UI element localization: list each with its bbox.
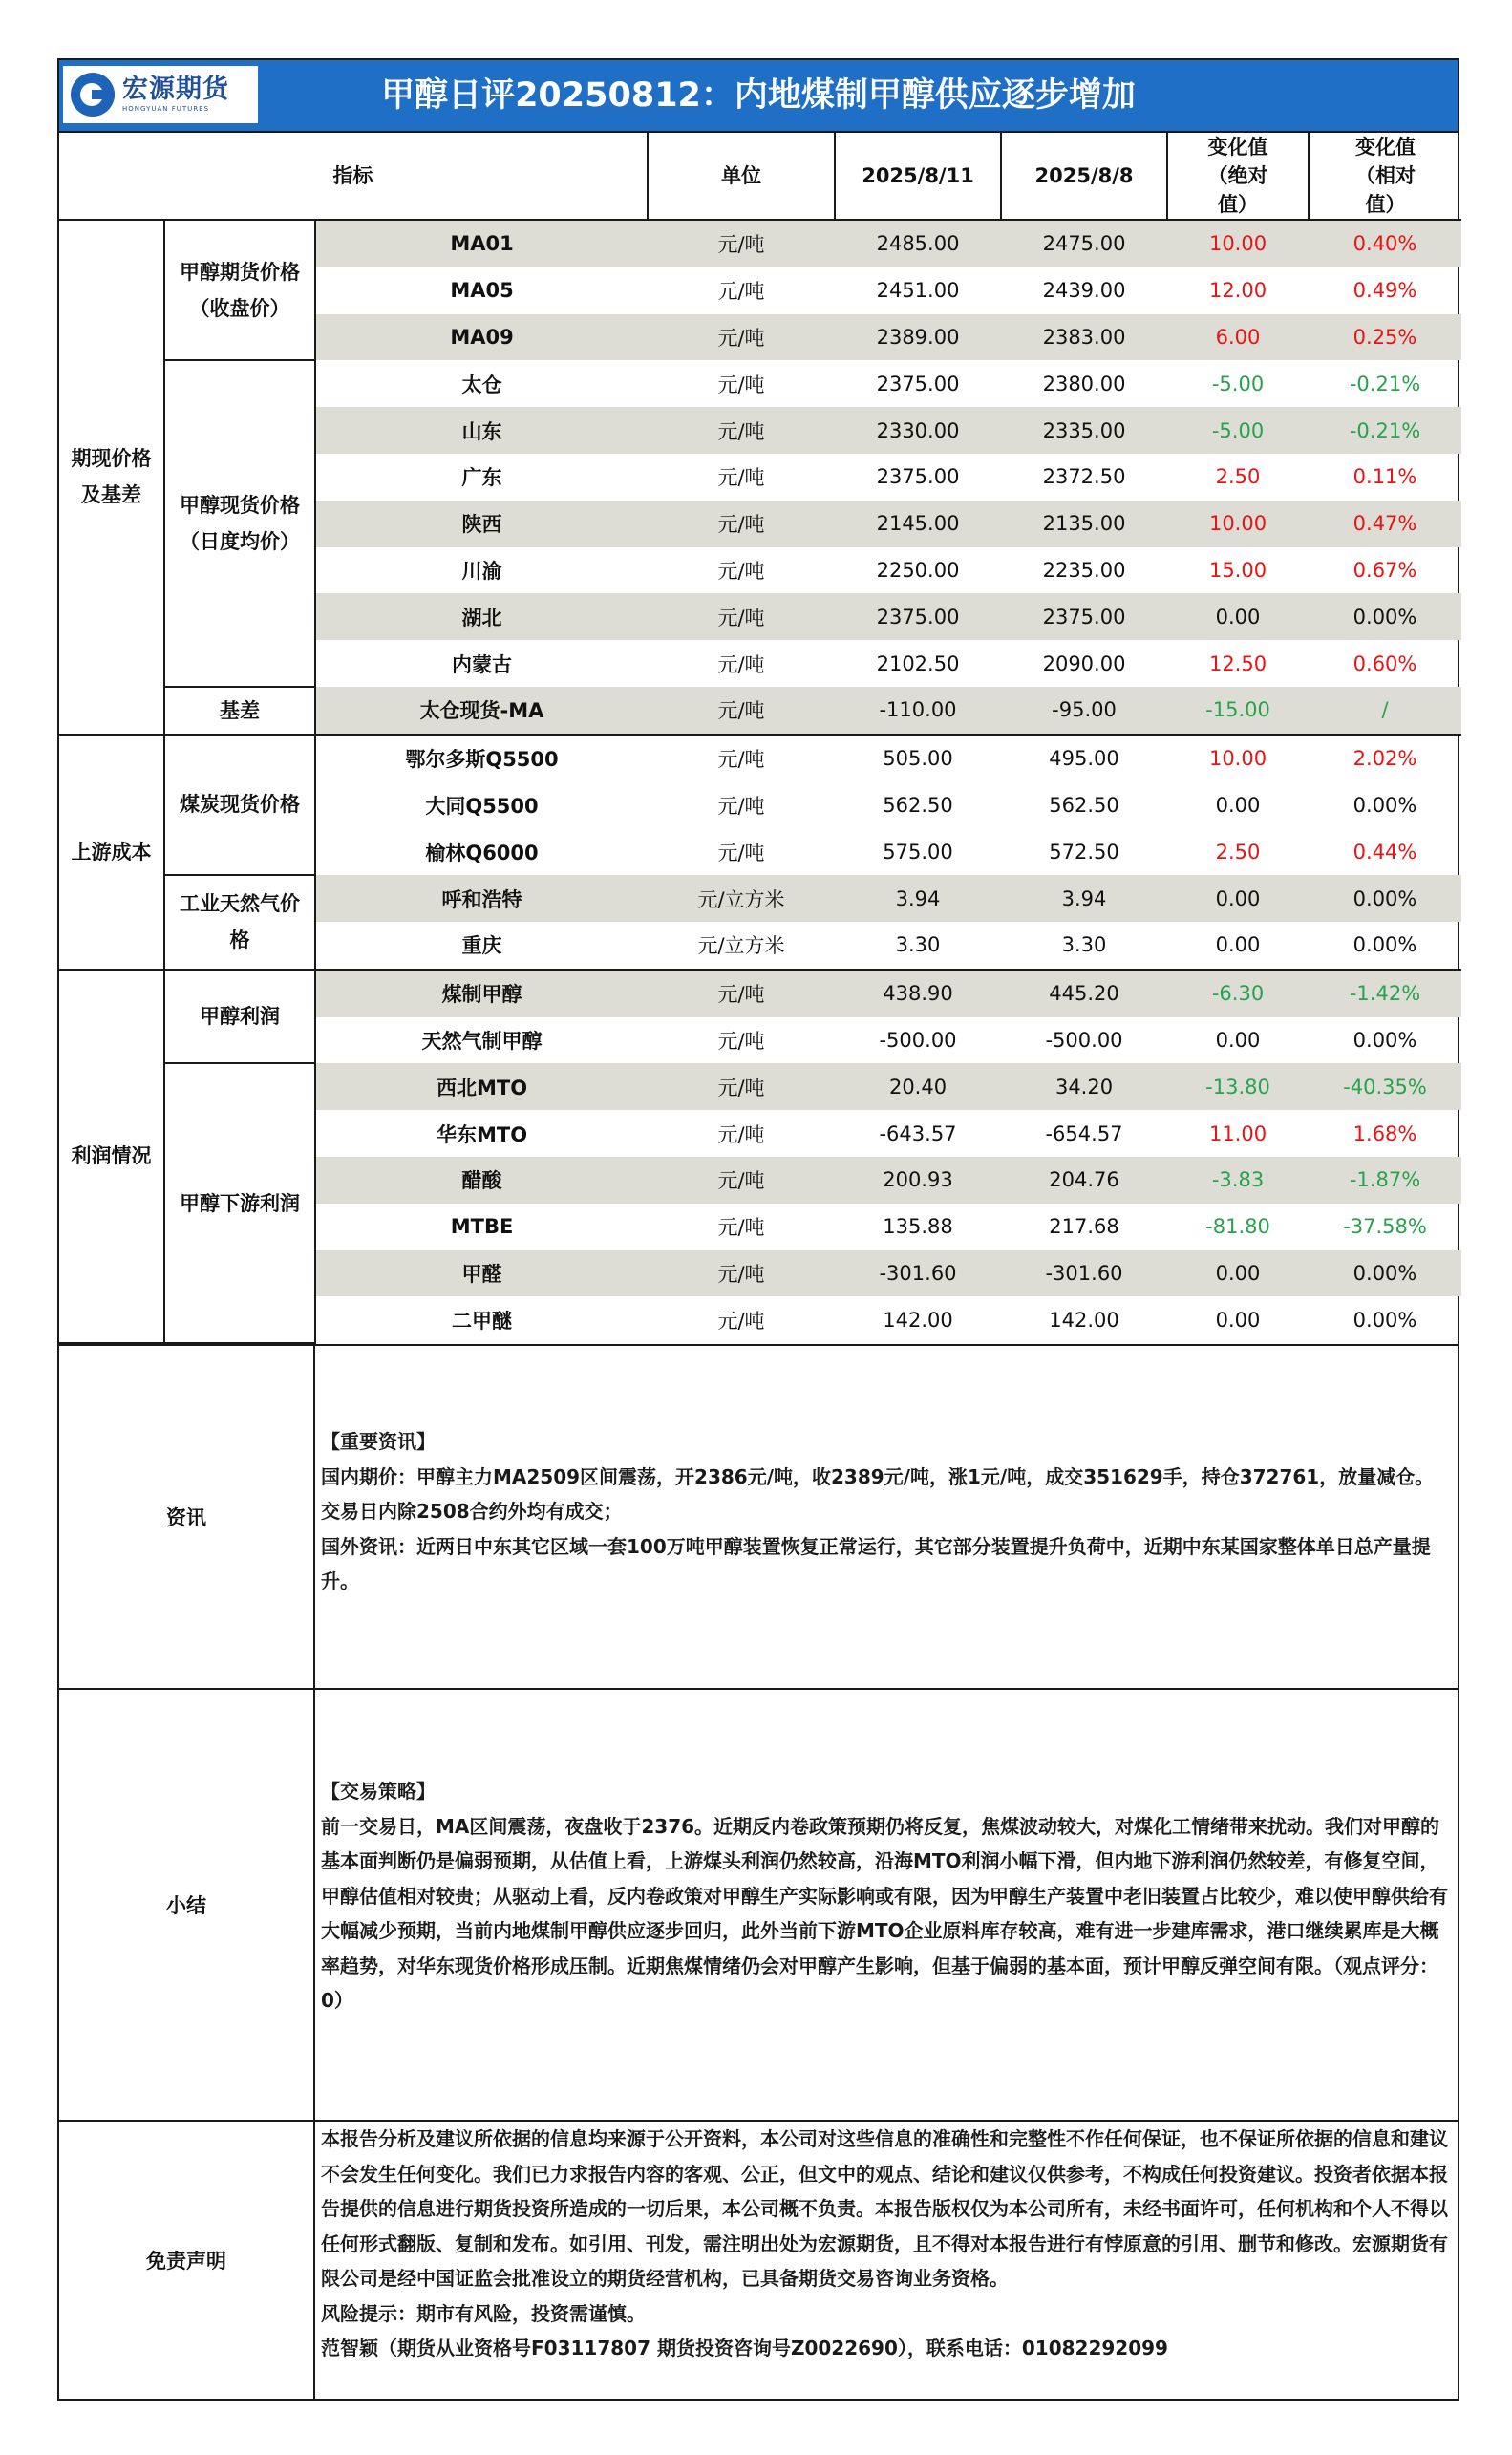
row-value-date1: -500.00 [879, 1028, 957, 1052]
row-unit: 元/吨 [717, 841, 765, 865]
row-unit: 元/吨 [717, 466, 765, 490]
news-label: 资讯 [59, 1346, 315, 1688]
row-abs-change: 12.00 [1208, 279, 1267, 303]
row-value-date2: -95.00 [1001, 687, 1167, 735]
row-value-date1: 2330.00 [835, 407, 1001, 454]
row-indicator: 二甲醚 [452, 1309, 512, 1333]
row-rel-change: 0.00% [1309, 593, 1461, 640]
row-rel-change: 0.44% [1352, 840, 1417, 864]
row-abs-change: -15.00 [1167, 687, 1309, 735]
row-value-date2: 2439.00 [1042, 279, 1126, 303]
row-abs-change: 0.00 [1167, 922, 1309, 970]
row-indicator: 川渝 [461, 559, 502, 583]
row-value-date1: 2375.00 [876, 465, 960, 489]
row-rel-change: -0.21% [1349, 372, 1421, 395]
subgroup-label-downstream: 甲醇下游利润 [164, 1063, 315, 1343]
row-value-date2: 2372.50 [1042, 465, 1126, 489]
row-indicator: 天然气制甲醇 [421, 1029, 543, 1053]
row-value-date1: 200.93 [835, 1157, 1001, 1204]
news-section [59, 1346, 1458, 1690]
row-abs-change: 10.00 [1167, 220, 1309, 267]
row-value-date1: 2485.00 [835, 220, 1001, 267]
row-rel-change: 0.40% [1309, 220, 1461, 267]
row-unit: 元/吨 [648, 407, 835, 454]
row-value-date1: 505.00 [883, 747, 953, 771]
row-value-date2: 562.50 [1049, 793, 1119, 817]
row-rel-change: 2.02% [1352, 747, 1417, 771]
row-abs-change: 0.00 [1215, 793, 1261, 817]
summary-body [315, 1690, 1458, 2120]
subgroup-label-profit: 甲醇利润 [164, 970, 315, 1064]
group-label-g1: 期现价格及基差 [59, 220, 164, 735]
row-rel-change: -40.35% [1309, 1063, 1461, 1110]
table-row [59, 220, 1461, 267]
row-unit: 元/吨 [717, 1309, 765, 1333]
news-foreign: 国外资讯：近两日中东其它区域一套100万吨甲醇装置恢复正常运行，其它部分装置提升负荷中，近期中东某国家整体单日总产量提升。 [321, 1534, 1431, 1593]
row-indicator: 甲醛 [315, 1250, 648, 1297]
row-unit: 元/吨 [648, 970, 835, 1017]
row-rel-change: 0.00% [1352, 1308, 1417, 1332]
row-value-date1: 2389.00 [835, 314, 1001, 361]
row-rel-change: 0.11% [1352, 465, 1417, 489]
disclaimer-text: 本报告分析及建议所依据的信息均来源于公开资料，本公司对这些信息的准确性和完整性不作任何保证，也不保证所依据的信息和建议不会发生任何变化。我们已力求报告内容的客观、公正，但文中的观点、结论和建议仅供参考，不构成任何投资建议。投资者依据本报告提供的信息进行期货投资所造成的一切后果，本公司概不负责。本报告版权仅为本公司所有，未经书面许可，任何机构和个人不得以任何形式翻版、复制和发布。如引用、刊发，需注明出处为宏源期货，且不得对本报告进行有悖原意的引用、删节和修改。宏源期货有限公司是经中国证监会批准设立的期货经营机构，已具备期货交易咨询业务资格。 [321, 2127, 1448, 2291]
row-value-date2: 495.00 [1049, 747, 1119, 771]
row-indicator: MTBE [450, 1215, 514, 1239]
row-unit: 元/吨 [648, 1157, 835, 1204]
row-indicator: 山东 [315, 407, 648, 454]
row-unit: 元/吨 [717, 748, 765, 772]
row-abs-change: 12.50 [1208, 651, 1267, 675]
analyst-info: 范智颖（期货从业资格号F03117807 期货投资咨询号Z0022690），联系电话：01082292099 [321, 2337, 1168, 2360]
title-bar [59, 60, 1458, 133]
row-value-date2: 204.76 [1001, 1157, 1167, 1204]
table-row [59, 735, 1461, 782]
row-rel-change: -1.42% [1309, 970, 1461, 1017]
row-value-date1: 2250.00 [876, 558, 960, 582]
row-abs-change: 11.00 [1208, 1121, 1267, 1145]
row-rel-change: 1.68% [1352, 1121, 1417, 1145]
row-rel-change: 0.00% [1352, 793, 1417, 817]
report-title: 甲醇日评20250812：内地煤制甲醇供应逐步增加 [381, 76, 1136, 115]
row-value-date1: 438.90 [835, 970, 1001, 1017]
table-row [59, 1063, 1461, 1110]
row-abs-change: -13.80 [1167, 1063, 1309, 1110]
row-rel-change: 0.67% [1352, 558, 1417, 582]
row-rel-change: 0.60% [1352, 651, 1417, 675]
row-unit: 元/吨 [717, 1216, 765, 1240]
row-value-date1: 3.30 [835, 922, 1001, 970]
row-indicator: 呼和浩特 [315, 875, 648, 922]
row-value-date1: 142.00 [883, 1308, 953, 1332]
row-indicator: 榆林Q6000 [425, 841, 539, 865]
row-indicator: 鄂尔多斯Q5500 [405, 748, 559, 772]
header-abs-change: 变化值（绝对值） [1167, 133, 1309, 220]
subgroup-label-futures: 甲醇期货价格（收盘价） [164, 220, 315, 360]
summary-heading: 【交易策略】 [321, 1780, 436, 1804]
row-abs-change: -3.83 [1167, 1157, 1309, 1204]
logo-name-cn: 宏源期货 [122, 75, 229, 104]
row-indicator: 湖北 [315, 593, 648, 640]
row-unit: 元/吨 [717, 794, 765, 818]
row-abs-change: 6.00 [1167, 314, 1309, 361]
row-indicator: MA05 [450, 279, 514, 303]
row-value-date2: -500.00 [1045, 1028, 1123, 1052]
row-abs-change: 0.00 [1215, 1308, 1261, 1332]
row-value-date2: 2235.00 [1042, 558, 1126, 582]
row-value-date1: 20.40 [835, 1063, 1001, 1110]
news-domestic: 国内期价：甲醇主力MA2509区间震荡，开2386元/吨，收2389元/吨，涨1元/吨，成交351629手，持仓372761，放量减仓。交易日内除2508合约外均有成交； [321, 1464, 1435, 1524]
row-unit: 元/吨 [648, 501, 835, 547]
row-value-date1: 575.00 [883, 840, 953, 864]
row-value-date2: 2383.00 [1001, 314, 1167, 361]
row-value-date2: 2135.00 [1001, 501, 1167, 547]
row-unit: 元/吨 [648, 1063, 835, 1110]
row-value-date1: -110.00 [835, 687, 1001, 735]
header-rel-change: 变化值（相对值） [1309, 133, 1461, 220]
row-value-date1: -301.60 [835, 1250, 1001, 1297]
row-rel-change: -1.87% [1309, 1157, 1461, 1204]
table-row [59, 970, 1461, 1017]
row-value-date2: 217.68 [1049, 1215, 1119, 1239]
disclaimer-section [59, 2122, 1458, 2399]
row-unit: 元/吨 [648, 687, 835, 735]
row-value-date1: 2451.00 [876, 279, 960, 303]
row-rel-change: 0.00% [1309, 922, 1461, 970]
row-indicator: 西北MTO [315, 1063, 648, 1110]
subgroup-label-gas: 工业天然气价格 [164, 875, 315, 970]
row-abs-change: 0.00 [1167, 593, 1309, 640]
row-abs-change: -5.00 [1167, 407, 1309, 454]
row-indicator: 重庆 [315, 922, 648, 970]
row-rel-change: 0.49% [1352, 279, 1417, 303]
row-indicator: MA09 [315, 314, 648, 361]
subgroup-label-spot: 甲醇现货价格（日度均价） [164, 360, 315, 687]
row-value-date2: 445.20 [1001, 970, 1167, 1017]
row-unit: 元/吨 [717, 1029, 765, 1053]
row-unit: 元/吨 [648, 314, 835, 361]
row-abs-change: 2.50 [1215, 465, 1261, 489]
row-unit: 元/吨 [717, 652, 765, 676]
row-unit: 元/吨 [648, 593, 835, 640]
row-value-date1: 2375.00 [876, 372, 960, 395]
row-indicator: 广东 [461, 466, 502, 490]
table-row [59, 687, 1461, 735]
row-value-date1: 135.88 [883, 1215, 953, 1239]
row-value-date1: -643.57 [879, 1121, 957, 1145]
row-abs-change: 0.00 [1167, 1250, 1309, 1297]
row-value-date2: 2375.00 [1001, 593, 1167, 640]
row-abs-change: 10.00 [1208, 747, 1267, 771]
row-indicator: 华东MTO [436, 1122, 528, 1146]
row-rel-change: 0.47% [1309, 501, 1461, 547]
row-rel-change: 0.00% [1309, 1250, 1461, 1297]
row-unit: 元/立方米 [648, 922, 835, 970]
row-rel-change: -37.58% [1343, 1215, 1427, 1239]
row-value-date1: 3.94 [835, 875, 1001, 922]
summary-label: 小结 [59, 1690, 315, 2120]
row-abs-change: -6.30 [1167, 970, 1309, 1017]
indicator-table [59, 133, 1461, 1344]
group-label-g3: 利润情况 [59, 970, 164, 1343]
header-indicator: 指标 [59, 133, 648, 220]
disclaimer-label: 免责声明 [59, 2122, 315, 2399]
header-unit: 单位 [648, 133, 835, 220]
row-abs-change: 0.00 [1167, 875, 1309, 922]
row-value-date2: 2335.00 [1001, 407, 1167, 454]
disclaimer-body [315, 2122, 1458, 2399]
group-label-g2: 上游成本 [59, 735, 164, 970]
row-value-date2: 3.30 [1001, 922, 1167, 970]
row-abs-change: -5.00 [1211, 372, 1265, 395]
row-value-date1: 2102.50 [876, 651, 960, 675]
row-value-date2: 3.94 [1001, 875, 1167, 922]
row-abs-change: 2.50 [1215, 840, 1261, 864]
row-unit: 元/吨 [717, 373, 765, 396]
logo-name-en: HONGYUAN FUTURES [122, 105, 210, 113]
row-rel-change: 0.00% [1309, 875, 1461, 922]
row-indicator: 陕西 [315, 501, 648, 547]
subgroup-label-coal: 煤炭现货价格 [164, 735, 315, 875]
row-value-date1: 2375.00 [835, 593, 1001, 640]
row-unit: 元/立方米 [648, 875, 835, 922]
row-rel-change: 0.25% [1309, 314, 1461, 361]
news-heading: 【重要资讯】 [321, 1430, 436, 1454]
row-value-date2: 2090.00 [1042, 651, 1126, 675]
row-value-date1: 562.50 [883, 793, 953, 817]
row-unit: 元/吨 [648, 220, 835, 267]
text-sections [59, 1344, 1458, 2399]
row-indicator: 醋酸 [315, 1157, 648, 1204]
row-abs-change: 10.00 [1167, 501, 1309, 547]
row-unit: 元/吨 [717, 280, 765, 304]
row-rel-change: -0.21% [1309, 407, 1461, 454]
row-rel-change: 0.00% [1352, 1028, 1417, 1052]
row-value-date1: 2145.00 [835, 501, 1001, 547]
row-value-date2: -654.57 [1045, 1121, 1123, 1145]
row-indicator: 太仓现货-MA [315, 687, 648, 735]
row-indicator: 大同Q5500 [425, 794, 539, 818]
table-body [59, 220, 1461, 1343]
row-value-date2: 34.20 [1001, 1063, 1167, 1110]
row-unit: 元/吨 [717, 559, 765, 583]
row-value-date2: 572.50 [1049, 840, 1119, 864]
row-unit: 元/吨 [717, 1122, 765, 1146]
row-indicator: 煤制甲醇 [315, 970, 648, 1017]
header-date1: 2025/8/11 [835, 133, 1001, 220]
table-row [59, 360, 1461, 407]
row-abs-change: -81.80 [1205, 1215, 1270, 1239]
summary-text: 前一交易日，MA区间震荡，夜盘收于2376。近期反内卷政策预期仍将反复，焦煤波动较大，对煤化工情绪带来扰动。我们对甲醇的基本面判断仍是偏弱预期，从估值上看，上游煤头利润仍然较高，沿海MTO利润小幅下滑，但内地下游利润仍然较差，有修复空间，甲醇估值相对较贵；从驱动上看，反内卷政策对甲醇生产实际影响或有限，因为甲醇生产装置中老旧装置占比较少，难以使甲醇供给有大幅减少预期，当前内地煤制甲醇供应逐步回归，此外当前下游MTO企业原料库存较高，难有进一步建库需求，港口继续累库是大概率趋势，对华东现货价格形成压制。近期焦煤情绪仍会对甲醇产生影响，但基于偏弱的基本面，预计甲醇反弹空间有限。（观点评分：0） [321, 1814, 1448, 2013]
row-abs-change: 15.00 [1208, 558, 1267, 582]
row-value-date2: 2475.00 [1001, 220, 1167, 267]
row-value-date2: 2380.00 [1042, 372, 1126, 395]
table-row [59, 875, 1461, 922]
header-date2: 2025/8/8 [1001, 133, 1167, 220]
row-value-date2: 142.00 [1049, 1308, 1119, 1332]
row-rel-change: / [1309, 687, 1461, 735]
report-sheet [57, 58, 1459, 2401]
row-indicator: MA01 [315, 220, 648, 267]
row-indicator: 内蒙古 [452, 652, 512, 676]
row-value-date2: -301.60 [1001, 1250, 1167, 1297]
subgroup-label-basis: 基差 [164, 687, 315, 735]
row-unit: 元/吨 [648, 1250, 835, 1297]
risk-note: 风险提示：期市有风险，投资需谨慎。 [321, 2301, 646, 2325]
news-body [315, 1346, 1458, 1688]
row-indicator: 太仓 [461, 373, 502, 396]
row-abs-change: 0.00 [1215, 1028, 1261, 1052]
summary-section [59, 1690, 1458, 2122]
